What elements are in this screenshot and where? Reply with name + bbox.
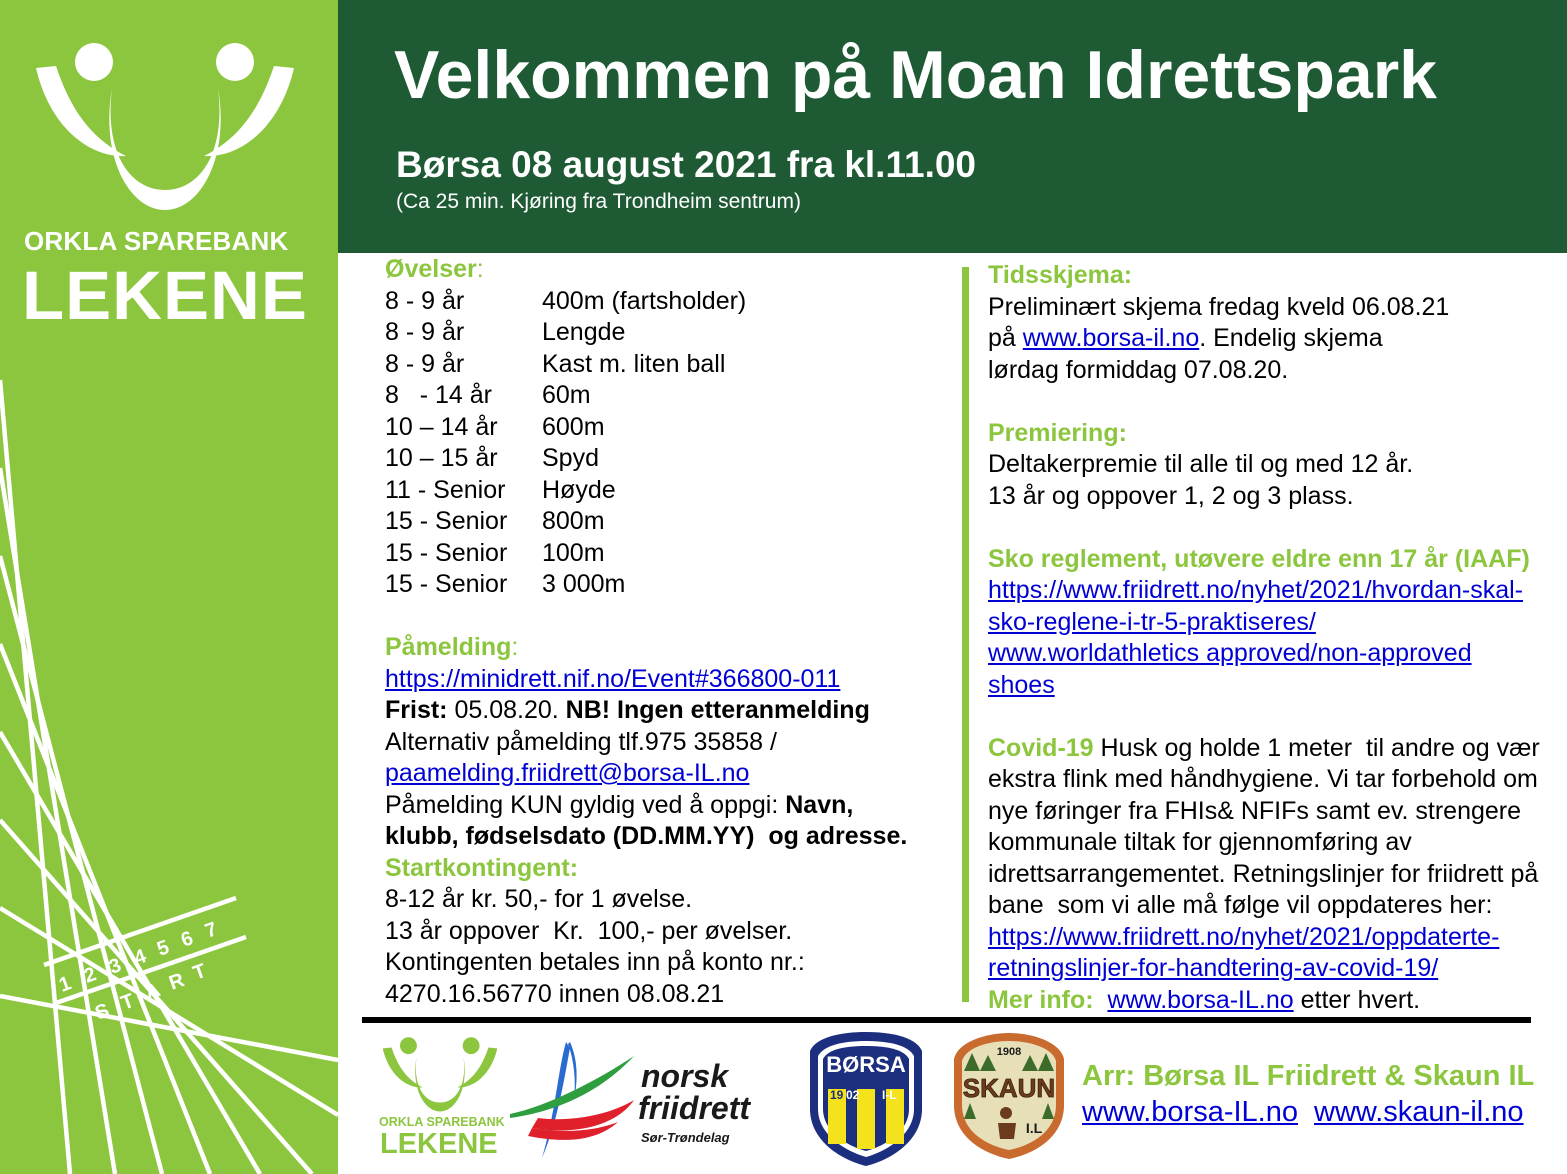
prize-line: Deltakerpremie til alle til og med 12 år. — [988, 450, 1414, 478]
registration-heading-text: Påmelding — [385, 633, 512, 661]
fee-line: 13 år oppover Kr. 100,- per øvelser. — [385, 916, 793, 945]
footer-lekene-top: ORKLA SPAREBANK — [379, 1115, 505, 1129]
event-age: 11 - Senior — [385, 475, 506, 504]
track-start-letter: T — [118, 989, 138, 1015]
footer-rule — [362, 1017, 1531, 1023]
event-age: 15 - Senior — [385, 538, 508, 567]
event-row — [385, 286, 955, 318]
more-info-gap — [1094, 986, 1108, 1014]
valid-registration-line — [385, 790, 955, 822]
track-start-letter: R — [166, 969, 188, 995]
covid-line: kommunale tiltak for gjennomføring av — [988, 828, 1412, 856]
events-heading-text: Øvelser — [385, 255, 477, 283]
friidrett-region: Sør-Trøndelag — [641, 1130, 730, 1145]
fee-line: Kontingenten betales inn på konto nr.: — [385, 948, 805, 976]
track-number: 1 — [56, 972, 75, 997]
fees-heading: Startkontingent: — [385, 853, 579, 882]
track-number: 2 — [81, 963, 100, 988]
schedule-suffix: . Endelig skjema — [1199, 324, 1383, 352]
skaun-year: 1908 — [996, 1046, 1022, 1058]
organizer-block — [1082, 1058, 1540, 1130]
events-heading — [385, 254, 955, 286]
borsa-name: BØRSA — [826, 1052, 906, 1077]
event-name: Kast m. liten ball — [542, 349, 726, 378]
track-number: 5 — [154, 936, 173, 961]
schedule-line: Preliminært skjema fredag kveld 06.08.21 — [988, 292, 1450, 321]
covid-line — [988, 733, 1567, 765]
event-age: 15 - Senior — [385, 507, 508, 535]
fee-line: 8-12 år kr. 50,- for 1 øvelse. — [385, 885, 693, 913]
event-row — [385, 538, 955, 570]
skaun-website-link[interactable]: www.skaun-il.no — [1314, 1096, 1524, 1128]
valid-registration-bold: Navn, — [785, 790, 854, 819]
covid-line: bane som vi alle må følge vil oppdateres her: — [988, 891, 1493, 919]
registration-email-link[interactable]: paamelding.friidrett@borsa-IL.no — [385, 759, 750, 787]
friidrett-swoosh-icon — [508, 1040, 643, 1160]
drive-time-note: (Ca 25 min. Kjøring fra Trondheim sentrum) — [396, 190, 801, 213]
event-date: Børsa 08 august 2021 fra kl.11.00 — [396, 144, 977, 185]
track-number: 6 — [178, 927, 197, 952]
event-row — [385, 317, 955, 349]
borsa-website-link[interactable]: www.borsa-IL.no — [1082, 1096, 1298, 1128]
registration-heading-colon: : — [511, 633, 519, 661]
more-info-label: Mer info: — [988, 985, 1094, 1014]
brand-top-text: ORKLA SPAREBANK — [24, 226, 289, 256]
event-row — [385, 443, 955, 475]
more-info-suffix: etter hvert. — [1293, 985, 1421, 1014]
footer-lekene-logo — [375, 1035, 505, 1163]
track-start-letter: A — [142, 979, 164, 1005]
event-age: 8 - 14 år — [385, 381, 492, 409]
spacer — [988, 386, 1567, 418]
event-name: Spyd — [542, 444, 599, 472]
brand-main-text: LEKENE — [22, 257, 308, 334]
page-title: Velkommen på Moan Idrettspark — [394, 37, 1437, 113]
event-age: 8 - 9 år — [385, 349, 465, 378]
track-number: 7 — [202, 918, 221, 943]
event-name: 400m (fartsholder) — [542, 286, 747, 315]
event-row — [385, 506, 955, 538]
event-age: 8 - 9 år — [385, 318, 465, 346]
covid-line: idrettsarrangementet. Retningslinjer for friidrett på — [988, 859, 1539, 888]
events-list — [385, 286, 955, 601]
covid-heading: Covid-19 — [988, 733, 1094, 762]
schedule-line: lørdag formiddag 07.08.20. — [988, 355, 1289, 384]
organizer-title: Arr: Børsa IL Friidrett & Skaun IL — [1082, 1060, 1535, 1092]
event-name: 3 000m — [542, 570, 626, 598]
more-info-link[interactable]: www.borsa-IL.no — [1107, 985, 1294, 1014]
footer-lekene-main: LEKENE — [380, 1128, 498, 1160]
covid-text: Husk og holde 1 meter til andre og vær — [1093, 733, 1540, 762]
spacer — [988, 512, 1567, 544]
event-age: 10 – 15 år — [385, 444, 498, 472]
organizer-links — [1082, 1094, 1540, 1130]
valid-registration-text: Påmelding KUN gyldig ved å oppgi: — [385, 790, 786, 819]
deadline-value: 05.08.20. — [447, 696, 566, 724]
event-name: 100m — [542, 538, 605, 567]
norsk-friidrett-logo — [508, 1040, 803, 1160]
registration-heading — [385, 632, 955, 664]
event-name: 600m — [542, 412, 605, 441]
schedule-heading: Tidsskjema: — [988, 261, 1133, 289]
skaun-name: SKAUN — [962, 1073, 1056, 1103]
spacer — [988, 701, 1567, 733]
covid-guidelines-link[interactable]: https://www.friidrett.no/nyhet/2021/oppdaterte- — [988, 922, 1500, 951]
event-row — [385, 475, 955, 507]
event-row — [385, 569, 955, 601]
event-age: 8 - 9 år — [385, 286, 465, 315]
alt-registration-text: Alternativ påmelding tlf.975 35858 / — [385, 727, 777, 756]
deadline-note: NB! Ingen etteranmelding — [565, 696, 870, 724]
track-number: 4 — [131, 945, 150, 970]
skaun-club-badge — [950, 1031, 1068, 1161]
fee-line: 4270.16.56770 innen 08.08.21 — [385, 979, 725, 1008]
schedule-prefix: på — [988, 324, 1023, 352]
registration-link[interactable]: https://minidrett.nif.no/Event#366800-011 — [385, 664, 841, 693]
prizes-heading: Premiering: — [988, 418, 1127, 447]
event-row — [385, 380, 955, 412]
event-name: Høyde — [542, 475, 616, 504]
left-column — [385, 254, 955, 1010]
track-start-letter: S — [92, 999, 113, 1025]
schedule-link[interactable]: www.borsa-il.no — [1022, 324, 1200, 352]
right-column — [988, 260, 1567, 1016]
friidrett-line1: norsk — [641, 1058, 729, 1094]
event-row — [385, 349, 955, 381]
event-name: 60m — [542, 381, 591, 409]
track-start-letter: T — [190, 959, 210, 985]
borsa-year-left: 19 — [830, 1088, 844, 1102]
sidebar — [0, 0, 338, 1174]
approved-shoes-link[interactable]: shoes — [988, 670, 1055, 699]
events-heading-colon: : — [476, 255, 484, 283]
covid-guidelines-link[interactable]: retningslinjer-for-handtering-av-covid-19/ — [988, 954, 1439, 982]
friidrett-line2: friidrett — [638, 1090, 750, 1126]
lekene-figures-logo — [30, 38, 300, 218]
prize-line: 13 år og oppover 1, 2 og 3 plass. — [988, 481, 1354, 510]
borsa-il: I-L — [882, 1088, 897, 1102]
event-name: 800m — [542, 507, 605, 535]
shoes-rules-link[interactable]: sko-reglene-i-tr-5-praktiseres/ — [988, 607, 1316, 636]
borsa-year-right: 02 — [846, 1088, 860, 1102]
event-age: 15 - Senior — [385, 570, 508, 598]
shoes-heading: Sko reglement, utøvere eldre enn 17 år (IAAF) — [988, 544, 1530, 573]
spacer — [385, 601, 955, 633]
covid-line: nye føringer fra FHIs& NFIFs samt ev. strengere — [988, 796, 1522, 825]
event-row — [385, 412, 955, 444]
track-number: 3 — [106, 954, 125, 979]
event-age: 10 – 14 år — [385, 412, 498, 441]
column-divider — [962, 267, 969, 1002]
event-name: Lengde — [542, 318, 626, 346]
more-info-line — [988, 985, 1567, 1017]
header-banner — [338, 0, 1567, 253]
lekene-figures-icon — [375, 1035, 505, 1115]
shoes-rules-link[interactable]: https://www.friidrett.no/nyhet/2021/hvordan-skal- — [988, 576, 1523, 604]
schedule-line — [988, 323, 1567, 355]
approved-shoes-link[interactable]: www.worldathletics approved/non-approved — [988, 639, 1472, 667]
valid-registration-fields: klubb, fødselsdato (DD.MM.YY) og adresse. — [385, 822, 908, 850]
borsa-club-badge — [806, 1029, 926, 1169]
skaun-il: I.L — [1025, 1120, 1043, 1136]
covid-line: ekstra flink med håndhygiene. Vi tar forbehold om — [988, 765, 1538, 793]
deadline-label: Frist: — [385, 696, 448, 724]
deadline-line — [385, 695, 955, 727]
